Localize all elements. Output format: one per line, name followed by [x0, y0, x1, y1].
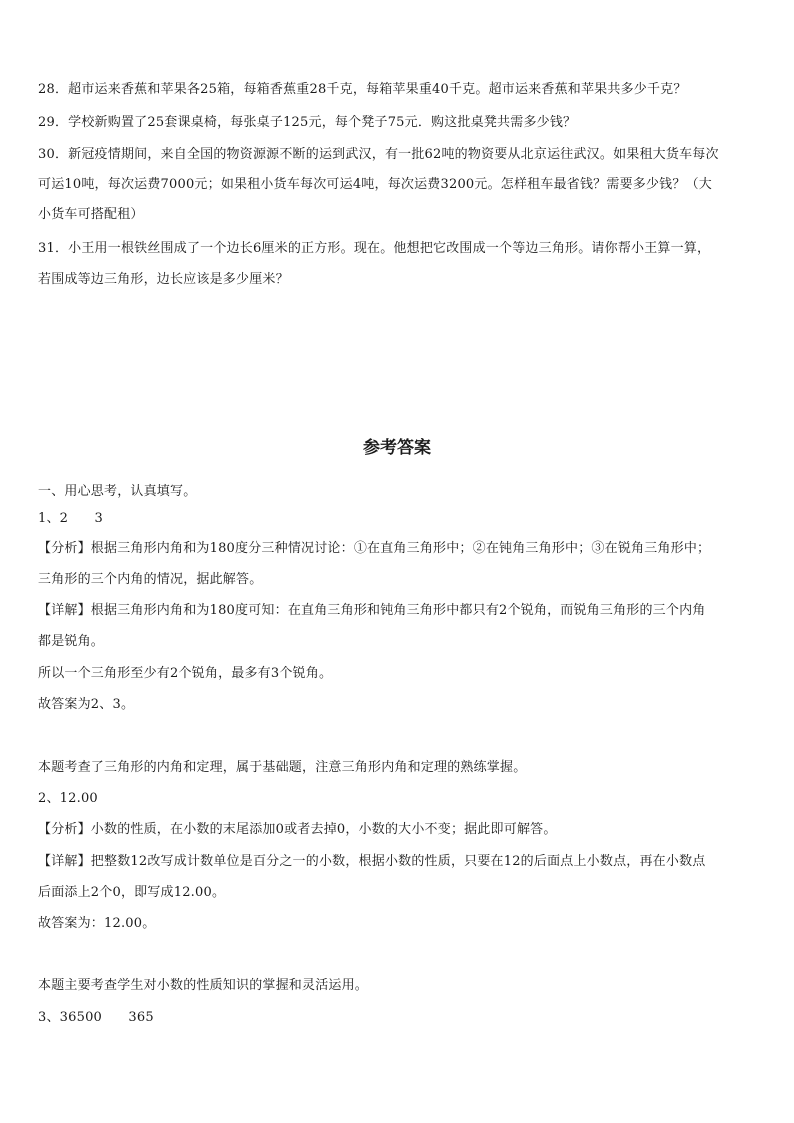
answer-2-note: 本题主要考查学生对小数的性质知识的掌握和灵活运用。 — [38, 978, 369, 993]
answer-1-analysis-line-1: 【分析】根据三角形内角和为180度分三种情况讨论：①在直角三角形中；②在钝角三角形中；③在锐角三角形中； — [38, 541, 711, 556]
answer-1-conclusion: 故答案为2、3。 — [38, 697, 135, 712]
answers-title: 参考答案 — [363, 438, 431, 458]
answer-1-detail-line-2: 都是锐角。 — [38, 634, 105, 649]
question-30-line-1: 30．新冠疫情期间，来自全国的物资源源不断的运到武汉，有一批62吨的物资要从北京运往武汉。如果租大货车每次 — [38, 147, 719, 162]
question-31-line-1: 31．小王用一根铁丝围成了一个边长6厘米的正方形。现在。他想把它改围成一个等边三角形。请你帮小王算一算， — [38, 241, 711, 256]
question-30-line-3: 小货车可搭配租） — [38, 207, 144, 222]
answer-2-detail-line-2: 后面添上2个0，即写成12.00。 — [38, 885, 226, 900]
question-31-line-2: 若围成等边三角形，边长应该是多少厘米？ — [38, 272, 289, 287]
answer-2: 2、12.00 — [38, 791, 98, 806]
question-28: 28．超市运来香蕉和苹果各25箱，每箱香蕉重28千克，每箱苹果重40千克。超市运来香蕉和苹果共多少千克？ — [38, 82, 687, 97]
answer-1-detail-line-1: 【详解】根据三角形内角和为180度可知：在直角三角形和钝角三角形中都只有2个锐角，而锐角三角形的三个内角 — [38, 603, 706, 618]
answer-2-detail-line-1: 【详解】把整数12改写成计数单位是百分之一的小数，根据小数的性质，只要在12的后面点上小数点，再在小数点 — [38, 854, 706, 869]
answer-2-conclusion: 故答案为：12.00。 — [38, 916, 156, 931]
answer-1-analysis-line-2: 三角形的三个内角的情况，据此解答。 — [38, 572, 263, 587]
answer-1: 1、2 3 — [38, 511, 104, 526]
question-30-line-2: 可运10吨，每次运费7000元；如果租小货车每次可运4吨，每次运费3200元。怎样租车最省钱？需要多少钱？（大 — [38, 177, 712, 192]
answer-3: 3、36500 365 — [38, 1010, 154, 1025]
section-1-heading: 一、用心思考，认真填写。 — [38, 484, 197, 499]
answer-1-note: 本题考查了三角形的内角和定理，属于基础题，注意三角形内角和定理的熟练掌握。 — [38, 760, 527, 775]
answer-1-detail-line-3: 所以一个三角形至少有2个锐角，最多有3个锐角。 — [38, 666, 333, 681]
answer-2-analysis: 【分析】小数的性质，在小数的末尾添加0或者去掉0，小数的大小不变；据此即可解答。 — [38, 822, 557, 837]
question-29: 29．学校新购置了25套课桌椅，每张桌子125元，每个凳子75元．购这批桌凳共需多少钱？ — [38, 115, 577, 130]
